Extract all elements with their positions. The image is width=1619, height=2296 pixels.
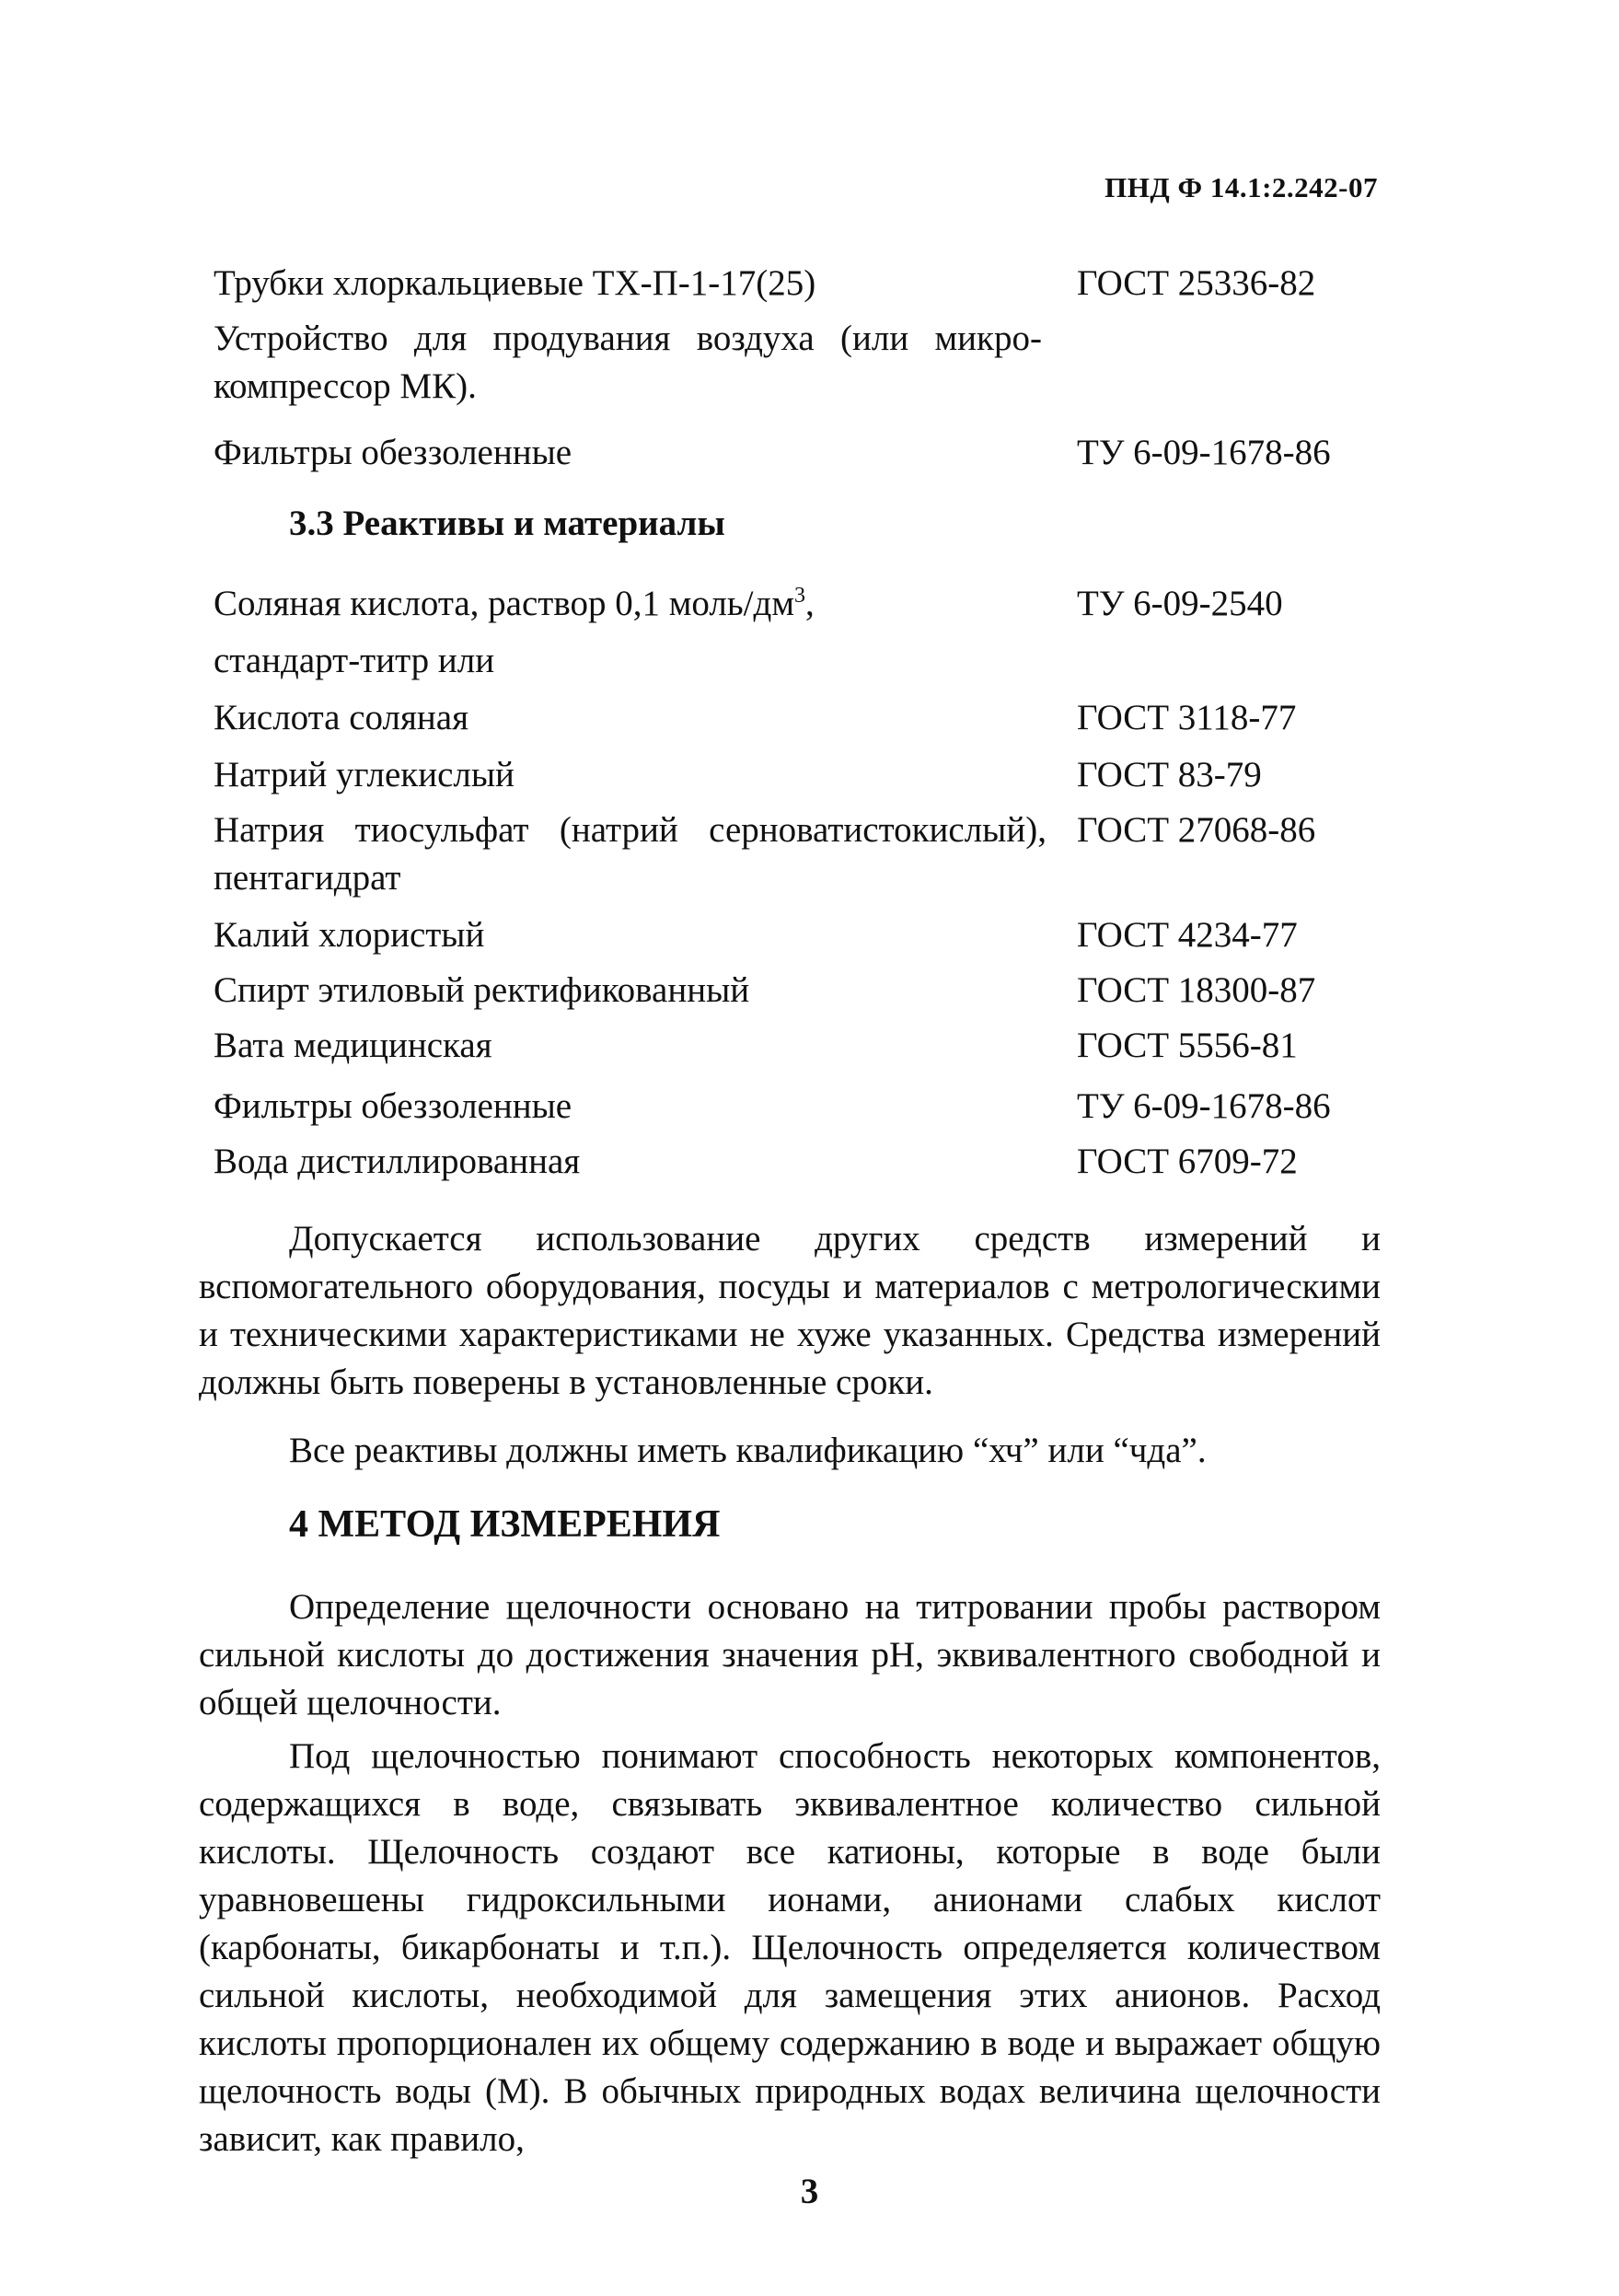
item-standard: ГОСТ 4234-77 (1077, 915, 1298, 955)
section-heading-method: 4 МЕТОД ИЗМЕРЕНИЯ (289, 1503, 721, 1546)
item-name: Устройство для продувания воздуха (или микро-компрессор МК). (214, 319, 1042, 406)
item-name: Трубки хлоркальциевые ТХ-П-1-17(25) (214, 263, 816, 303)
item-name: Соляная кислота, раствор 0,1 моль/$дм^3$, (214, 584, 815, 623)
list-item (214, 1022, 1392, 1083)
item-standard: ГОСТ 27068-86 (1077, 810, 1316, 850)
reagents-list (214, 580, 1392, 1186)
method-paragraph-1: Определение щелочности основано на титровании пробы раствором сильной кислоты до достижения значения рН, эквивалентного свободной и общей щелочности. (199, 1587, 1381, 1722)
item-name: Кислота соляная (214, 698, 469, 737)
list-item (214, 806, 1392, 911)
item-name: Натрий углекислый (214, 755, 515, 794)
list-item (214, 637, 1392, 694)
list-item (214, 429, 1392, 477)
list-item (214, 260, 1392, 315)
item-standard: ГОСТ 5556-81 (1077, 1026, 1298, 1065)
item-name: Фильтры обеззоленные (214, 1086, 572, 1126)
list-item (214, 1083, 1392, 1138)
list-item (214, 911, 1392, 967)
item-name: стандарт-титр или (214, 641, 495, 680)
item-name: Фильтры обеззоленные (214, 433, 572, 472)
superscript-exponent: 3 (794, 584, 806, 608)
note-paragraph-reagent-qualification: Все реактивы должны иметь квалификацию “хч” или “чда”. (289, 1431, 1207, 1470)
section-heading-reagents: 3.3 Реактивы и материалы (289, 504, 725, 543)
item-standard: ГОСТ 83-79 (1077, 755, 1262, 794)
equipment-list (214, 260, 1392, 477)
document-header-code: ПНД Ф 14.1:2.242-07 (1104, 171, 1378, 203)
item-standard: ГОСТ 6709-72 (1077, 1142, 1298, 1181)
note-paragraph-allowed-equipment: Допускается использование других средств измерений и вспомогательного оборудования, посуды и материалов с метрологическими и техническими характеристиками не хуже указанных. Средства измерений должны быть поверены в установленные сроки. (199, 1219, 1381, 1402)
item-standard: ГОСТ 3118-77 (1077, 698, 1297, 737)
list-item (214, 580, 1392, 637)
item-name: Вата медицинская (214, 1026, 492, 1065)
list-item (214, 751, 1392, 806)
list-item (214, 1138, 1392, 1186)
page-number: 3 (800, 2172, 819, 2211)
item-name: Вода дистиллированная (214, 1142, 581, 1181)
item-standard: ТУ 6-09-1678-86 (1077, 1086, 1331, 1126)
list-item (214, 315, 1392, 429)
list-item (214, 967, 1392, 1022)
item-name: Натрия тиосульфат (натрий серноватистокислый), пентагидрат (214, 810, 1047, 898)
item-name: Спирт этиловый ректификованный (214, 970, 750, 1010)
method-paragraph-2: Под щелочностью понимают способность некоторых компонентов, содержащихся в воде, связывать эквивалентное количество сильной кислоты. Щелочность создают все катионы, которые в воде были уравновешены гидроксильными ионами, анионами слабых кислот (карбонаты, бикарбонаты и т.п.). Щелочность определяется количеством сильной кислоты, необходимой для замещения этих анионов. Расход кислоты пропорционален их общему содержанию в воде и выражает общую щелочность воды (М). В обычных природных водах величина щелочности зависит, как правило, (199, 1736, 1381, 2159)
item-standard: ГОСТ 25336-82 (1077, 263, 1316, 303)
item-standard: ТУ 6-09-2540 (1077, 584, 1283, 623)
item-name: Калий хлористый (214, 915, 485, 955)
item-standard: ТУ 6-09-1678-86 (1077, 433, 1331, 472)
item-standard: ГОСТ 18300-87 (1077, 970, 1316, 1010)
list-item (214, 694, 1392, 751)
